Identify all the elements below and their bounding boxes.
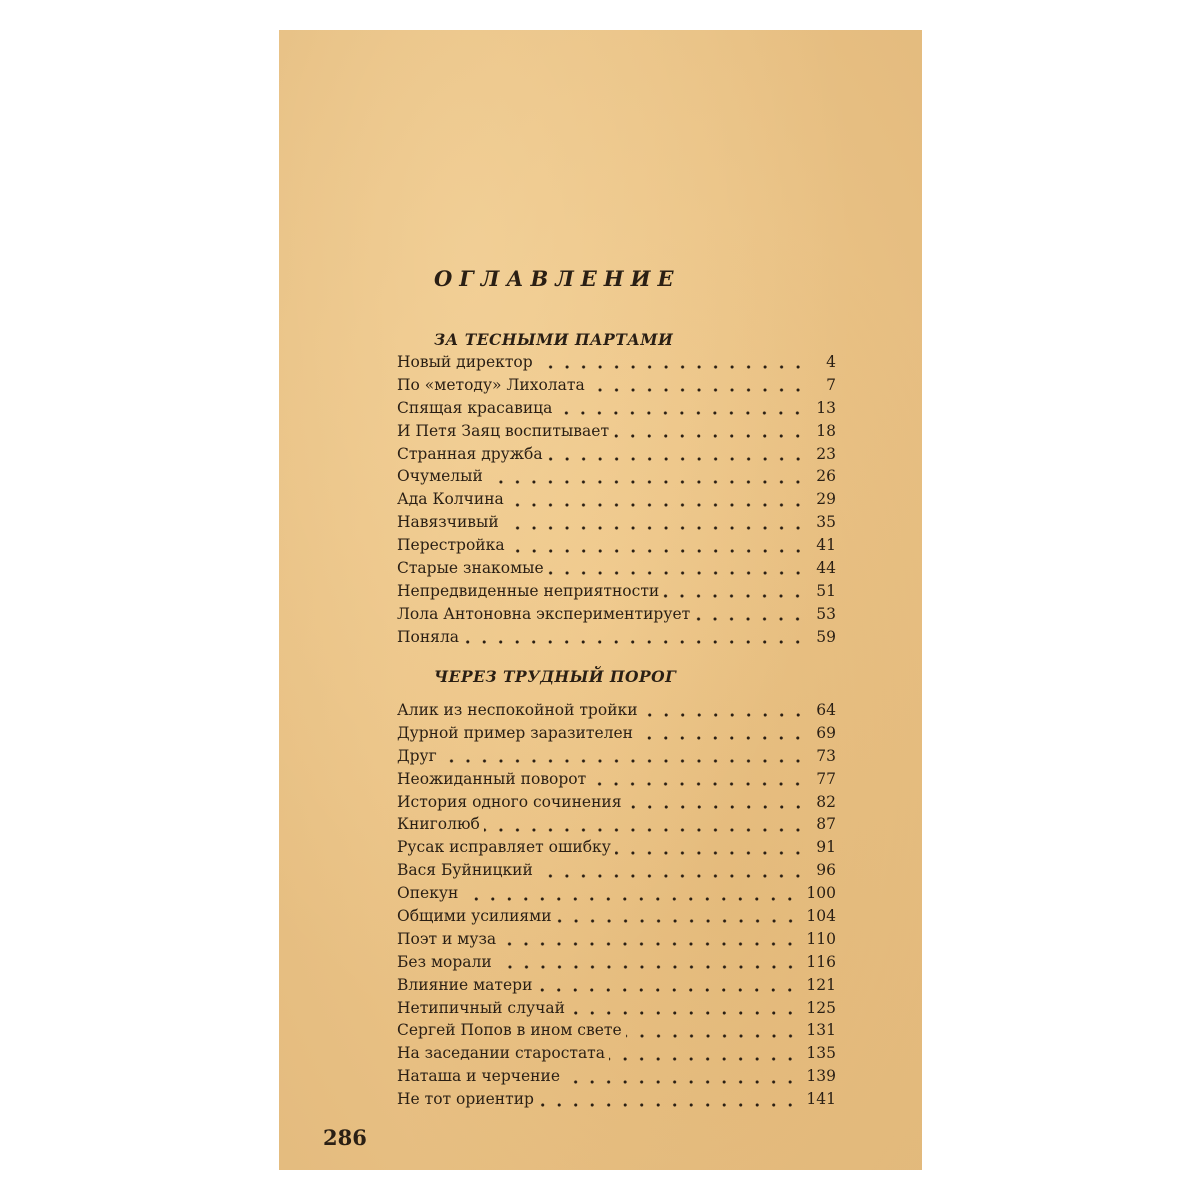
toc-entry (397, 724, 836, 747)
toc-entry-title: Неожиданный поворот (397, 769, 587, 788)
dot-leader (556, 913, 803, 929)
toc-entry (397, 1067, 836, 1090)
page-number: 286 (323, 1125, 367, 1150)
toc-entry-title: Новый директор (397, 353, 533, 371)
toc-entry (397, 467, 836, 490)
toc-entry-title: Странная дружба (397, 444, 543, 463)
dot-leader (462, 891, 802, 907)
toc-entry-title: Не тот ориентир (397, 1090, 534, 1109)
toc-entry-title: И Петя Заяц воспитывает (397, 421, 610, 440)
dot-leader (547, 451, 810, 467)
toc-entry (397, 399, 836, 422)
toc-entry-page: 87 (816, 815, 836, 834)
toc-entry-title: Навязчивый (397, 513, 499, 532)
toc-entry (397, 513, 836, 536)
toc-entry (397, 559, 836, 582)
toc-entry (397, 747, 836, 770)
dot-leader (642, 707, 810, 723)
toc-entry (397, 861, 836, 884)
toc-entry (397, 953, 836, 976)
toc-entry-title: По «методу» Лихолата (397, 375, 585, 394)
toc-entry (397, 701, 836, 724)
toc-entry-title: Поняла (397, 627, 460, 646)
toc-entry-title: Очумелый (397, 467, 483, 486)
toc-entry-page: 51 (816, 581, 836, 600)
toc-entry (397, 353, 836, 376)
dot-leader (569, 1005, 803, 1021)
toc-entry-title: Спящая красавица (397, 398, 553, 417)
toc-entry-title: Вася Буйницкий (397, 861, 533, 880)
toc-entry-page: 23 (816, 444, 836, 463)
section-2-entries (397, 701, 836, 1113)
toc-entry-page: 73 (816, 746, 836, 765)
toc-entry-page: 131 (806, 1021, 836, 1040)
toc-entry (397, 838, 836, 861)
toc-entry-page: 135 (806, 1044, 836, 1063)
toc-entry-page: 64 (816, 701, 836, 719)
dot-leader (441, 753, 810, 769)
toc-entry-page: 100 (806, 884, 836, 903)
toc-entry-page: 110 (806, 929, 836, 948)
dot-leader (487, 474, 810, 490)
toc-entry-page: 69 (816, 723, 836, 742)
toc-entry (397, 1021, 836, 1044)
toc-entry-title: На заседании старостата (397, 1044, 606, 1063)
toc-entry (397, 605, 836, 628)
dot-leader (590, 776, 810, 792)
dot-leader (538, 1097, 802, 1113)
toc-entry-title: Дурной пример заразителен (397, 723, 633, 742)
dot-leader (536, 982, 802, 998)
toc-entry-page: 121 (806, 975, 836, 994)
toc-entry (397, 907, 836, 930)
dot-leader (508, 497, 810, 513)
toc-entry (397, 930, 836, 953)
toc-entry-page: 29 (816, 490, 836, 509)
toc-entry-page: 41 (816, 536, 836, 555)
toc-entry-page: 82 (816, 792, 836, 811)
dot-leader (537, 359, 810, 375)
toc-entry (397, 376, 836, 399)
toc-entry-page: 96 (816, 861, 836, 880)
dot-leader (626, 799, 810, 815)
dot-leader (663, 588, 810, 604)
dot-leader (615, 845, 810, 861)
dot-leader (496, 959, 803, 975)
toc-entry-title: Лола Антоновна экспериментирует (397, 604, 691, 623)
dot-leader (609, 1051, 802, 1067)
toc-entry-title: Поэт и муза (397, 929, 497, 948)
toc-entry (397, 999, 836, 1022)
toc-entry-title: Алик из неспокойной тройки (397, 701, 638, 719)
toc-entry-title: Наташа и черчение (397, 1067, 561, 1086)
toc-entry-title: Книголюб (397, 815, 480, 834)
toc-entry-page: 139 (806, 1067, 836, 1086)
dot-leader (564, 1074, 802, 1090)
toc-entry-page: 104 (806, 907, 836, 926)
toc-entry (397, 582, 836, 605)
dot-leader (503, 520, 810, 536)
toc-entry (397, 1090, 836, 1113)
toc-entry-page: 125 (806, 998, 836, 1017)
toc-entry-title: Старые знакомые (397, 559, 544, 578)
section-title-2: ЧЕРЕЗ ТРУДНЫЙ ПОРОГ (434, 667, 677, 686)
toc-entry-title: Общими усилиями (397, 907, 552, 926)
toc-title: ОГЛАВЛЕНИЕ (434, 266, 681, 291)
toc-entry-page: 141 (806, 1090, 836, 1109)
toc-entry (397, 536, 836, 559)
toc-entry-title: Непредвиденные неприятности (397, 581, 660, 600)
toc-entry-page: 116 (806, 952, 836, 971)
toc-entry-page: 91 (816, 838, 836, 857)
dot-leader (484, 822, 810, 838)
dot-leader (500, 936, 802, 952)
toc-entry (397, 1044, 836, 1067)
toc-entry (397, 770, 836, 793)
toc-entry-title: Ада Колчина (397, 490, 504, 509)
toc-entry (397, 445, 836, 468)
toc-entry-title: Друг (397, 746, 437, 765)
toc-entry-title: Нетипичный случай (397, 998, 565, 1017)
toc-entry (397, 793, 836, 816)
toc-entry-page: 13 (816, 398, 836, 417)
toc-entry-page: 35 (816, 513, 836, 532)
book-page (279, 30, 922, 1170)
dot-leader (463, 634, 810, 650)
toc-entry-page: 4 (826, 353, 836, 371)
toc-entry-title: Опекун (397, 884, 459, 903)
dot-leader (694, 611, 810, 627)
toc-entry-page: 77 (816, 769, 836, 788)
toc-entry-page: 7 (826, 375, 836, 394)
toc-entry-title: Сергей Попов в ином свете (397, 1021, 622, 1040)
dot-leader (589, 382, 810, 398)
dot-leader (626, 1028, 803, 1044)
dot-leader (637, 730, 810, 746)
toc-entry (397, 490, 836, 513)
dot-leader (509, 543, 810, 559)
toc-entry-title: Русак исправляет ошибку (397, 838, 611, 857)
dot-leader (613, 428, 810, 444)
toc-entry-page: 26 (816, 467, 836, 486)
toc-entry (397, 422, 836, 445)
section-1-entries (397, 353, 836, 651)
toc-entry (397, 884, 836, 907)
toc-entry-title: Перестройка (397, 536, 505, 555)
toc-entry (397, 628, 836, 651)
toc-entry-title: Без морали (397, 952, 492, 971)
toc-entry-page: 59 (816, 627, 836, 646)
toc-entry-page: 53 (816, 604, 836, 623)
toc-entry-title: Влияние матери (397, 975, 533, 994)
toc-entry-page: 44 (816, 559, 836, 578)
toc-entry-page: 18 (816, 421, 836, 440)
toc-entry-title: История одного сочинения (397, 792, 622, 811)
section-title-1: ЗА ТЕСНЫМИ ПАРТАМИ (434, 330, 674, 349)
dot-leader (556, 405, 810, 421)
toc-entry (397, 976, 836, 999)
toc-entry (397, 815, 836, 838)
dot-leader (548, 565, 810, 581)
dot-leader (537, 868, 810, 884)
